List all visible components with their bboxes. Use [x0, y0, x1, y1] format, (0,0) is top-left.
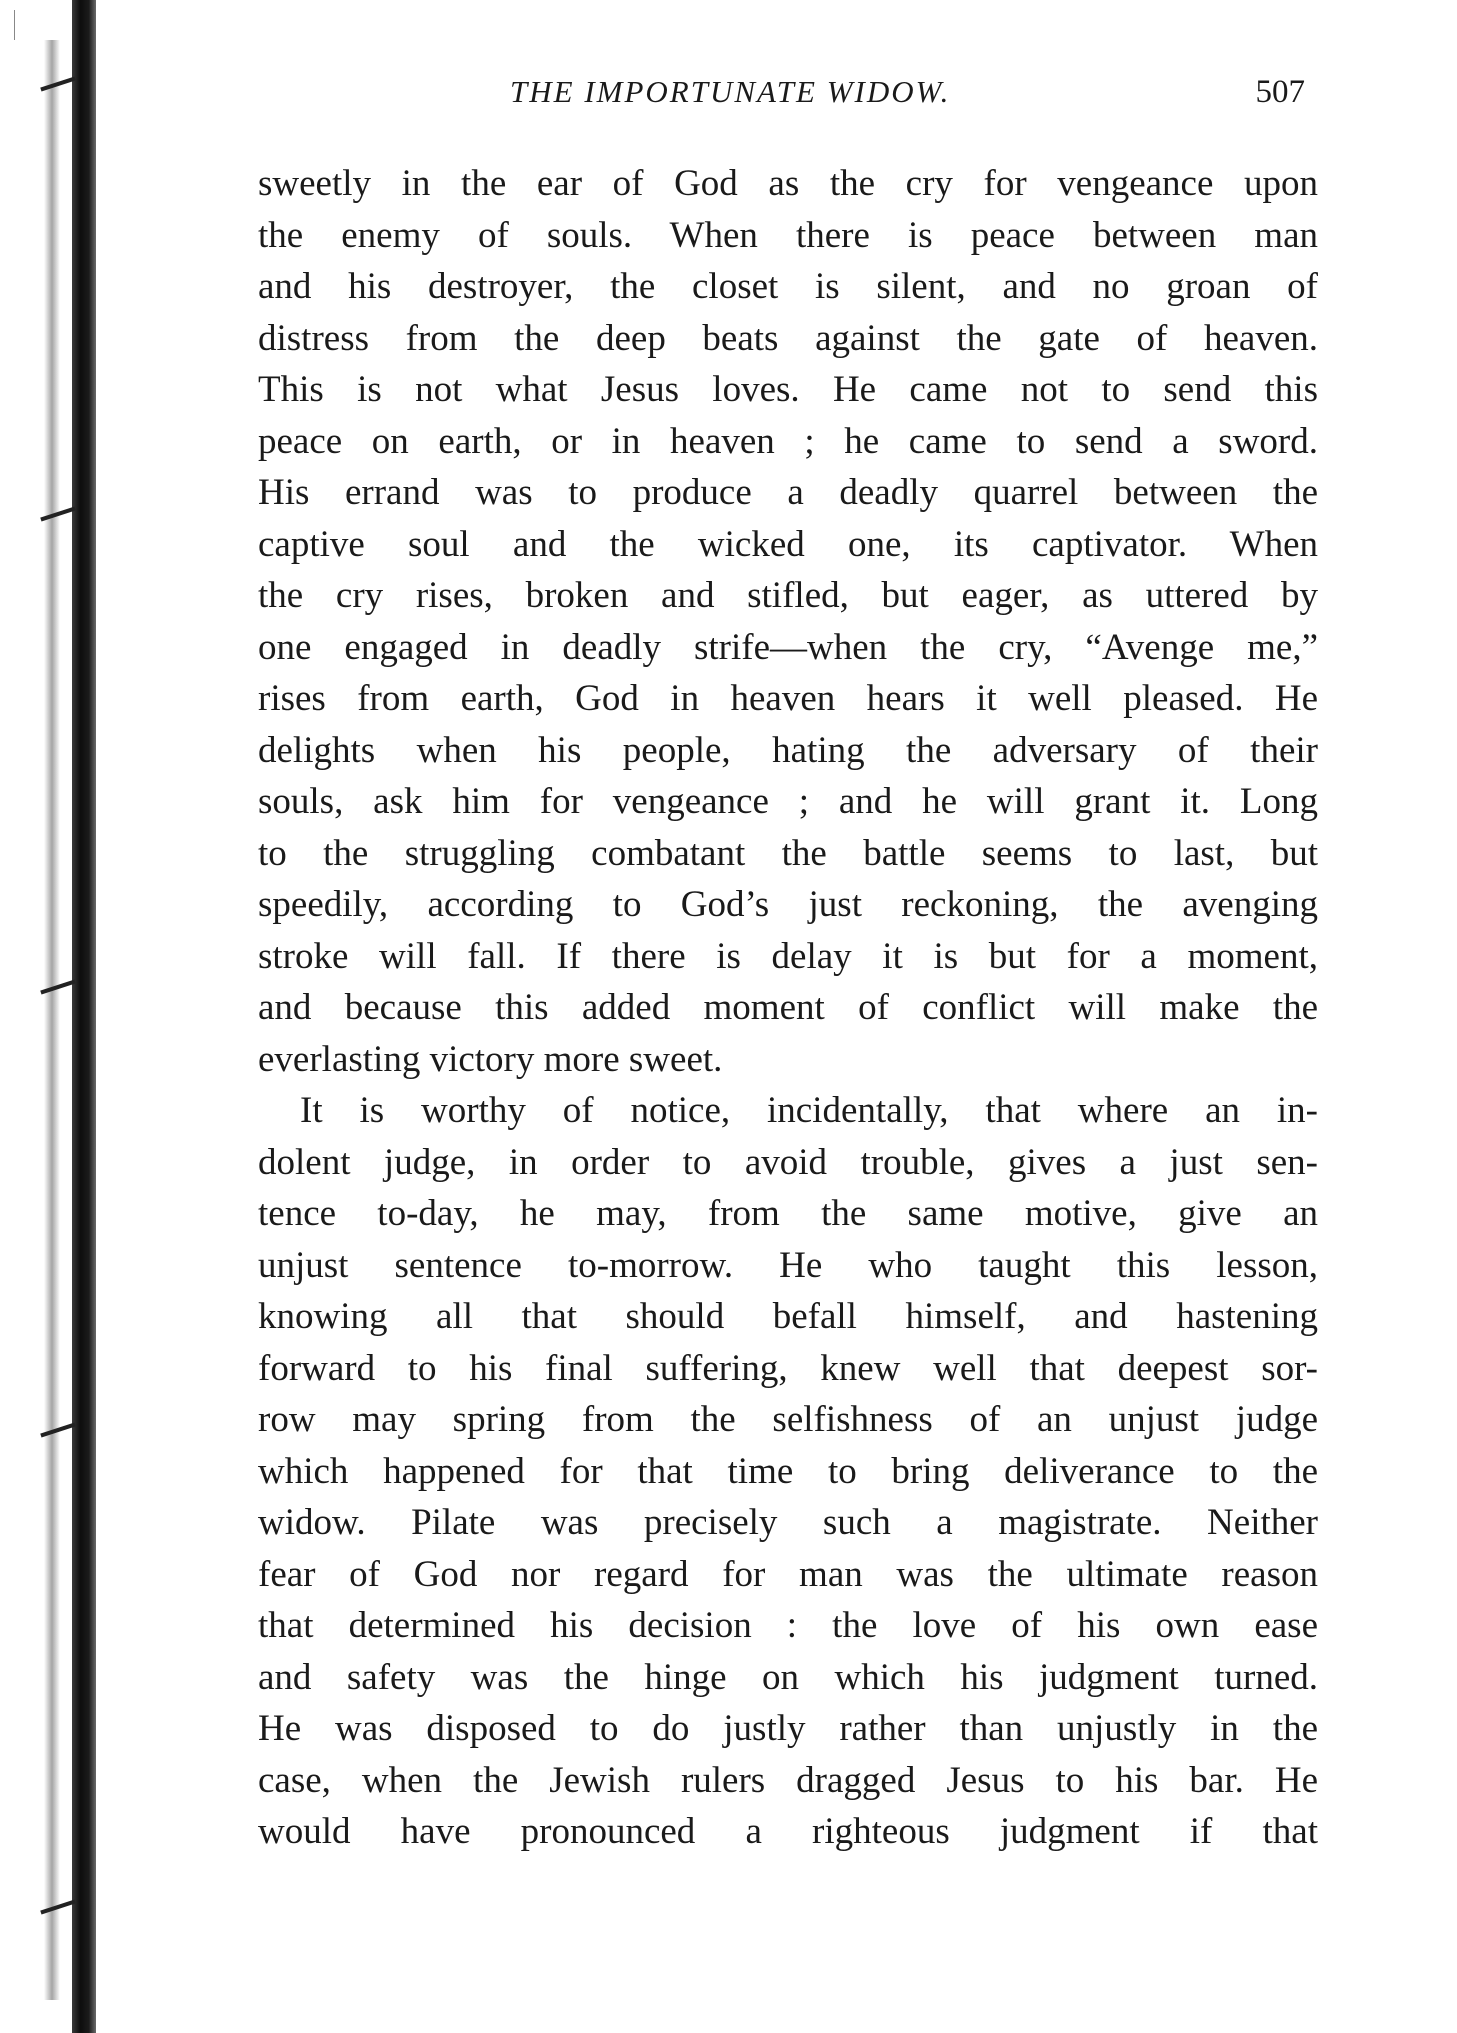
text-line: the cry rises, broken and stifled, but eager, as uttered by [258, 575, 1318, 616]
text-line: the enemy of souls. When there is peace between man [258, 214, 1318, 256]
text-line: tence to-day, he may, from the same motive, give an [258, 1193, 1318, 1234]
binding-shadow [44, 40, 60, 2000]
text-line: forward to his final suffering, knew well that deepest sor- [258, 1347, 1318, 1389]
text-line: and because this added moment of conflict will make the [258, 987, 1318, 1028]
text-line: that determined his decision : the love of his own ease [258, 1605, 1318, 1646]
binding-hairline [14, 10, 15, 40]
text-line: stroke will fall. If there is delay it is but for a moment, [258, 935, 1318, 977]
body-text [258, 158, 1318, 1858]
text-line: knowing all that should befall himself, and hastening [258, 1296, 1318, 1337]
paragraph-start-line: It is worthy of notice, incidentally, that where an in- [300, 1090, 1318, 1131]
text-line: peace on earth, or in heaven ; he came to send a sword. [258, 420, 1318, 462]
text-line: This is not what Jesus loves. He came not to send this [258, 369, 1318, 410]
text-line: row may spring from the selfishness of an unjust judge [258, 1399, 1318, 1440]
running-title: THE IMPORTUNATE WIDOW. [510, 74, 951, 109]
text-line: captive soul and the wicked one, its captivator. When [258, 523, 1318, 565]
text-line: which happened for that time to bring deliverance to the [258, 1450, 1318, 1492]
text-line: dolent judge, in order to avoid trouble, gives a just sen- [258, 1141, 1318, 1183]
text-line: and safety was the hinge on which his judgment turned. [258, 1656, 1318, 1698]
text-line: delights when his people, hating the adversary of their [258, 729, 1318, 771]
book-binding-edge [0, 0, 110, 2033]
text-line: sweetly in the ear of God as the cry for vengeance upon [258, 163, 1318, 204]
text-line: one engaged in deadly strife—when the cry, “Avenge me,” [258, 626, 1318, 668]
text-line: widow. Pilate was precisely such a magistrate. Neither [258, 1502, 1318, 1543]
text-line: to the struggling combatant the battle seems to last, but [258, 832, 1318, 874]
text-line: unjust sentence to-morrow. He who taught this lesson, [258, 1244, 1318, 1286]
text-line: He was disposed to do justly rather than unjustly in the [258, 1708, 1318, 1749]
text-line: fear of God nor regard for man was the ultimate reason [258, 1553, 1318, 1595]
text-line: souls, ask him for vengeance ; and he will grant it. Long [258, 781, 1318, 822]
binding-spine [72, 0, 96, 2033]
page-number: 507 [1255, 74, 1305, 110]
text-line: speedily, according to God’s just reckoning, the avenging [258, 884, 1318, 925]
text-line: case, when the Jewish rulers dragged Jesus to his bar. He [258, 1759, 1318, 1801]
text-line: distress from the deep beats against the gate of heaven. [258, 317, 1318, 359]
paragraph-end-line: everlasting victory more sweet. [258, 1038, 723, 1080]
text-line: would have pronounced a righteous judgment if that [258, 1811, 1318, 1852]
text-line: and his destroyer, the closet is silent, and no groan of [258, 266, 1318, 307]
page-header [260, 74, 1305, 124]
text-line: rises from earth, God in heaven hears it well pleased. He [258, 678, 1318, 719]
text-line: His errand was to produce a deadly quarrel between the [258, 472, 1318, 513]
